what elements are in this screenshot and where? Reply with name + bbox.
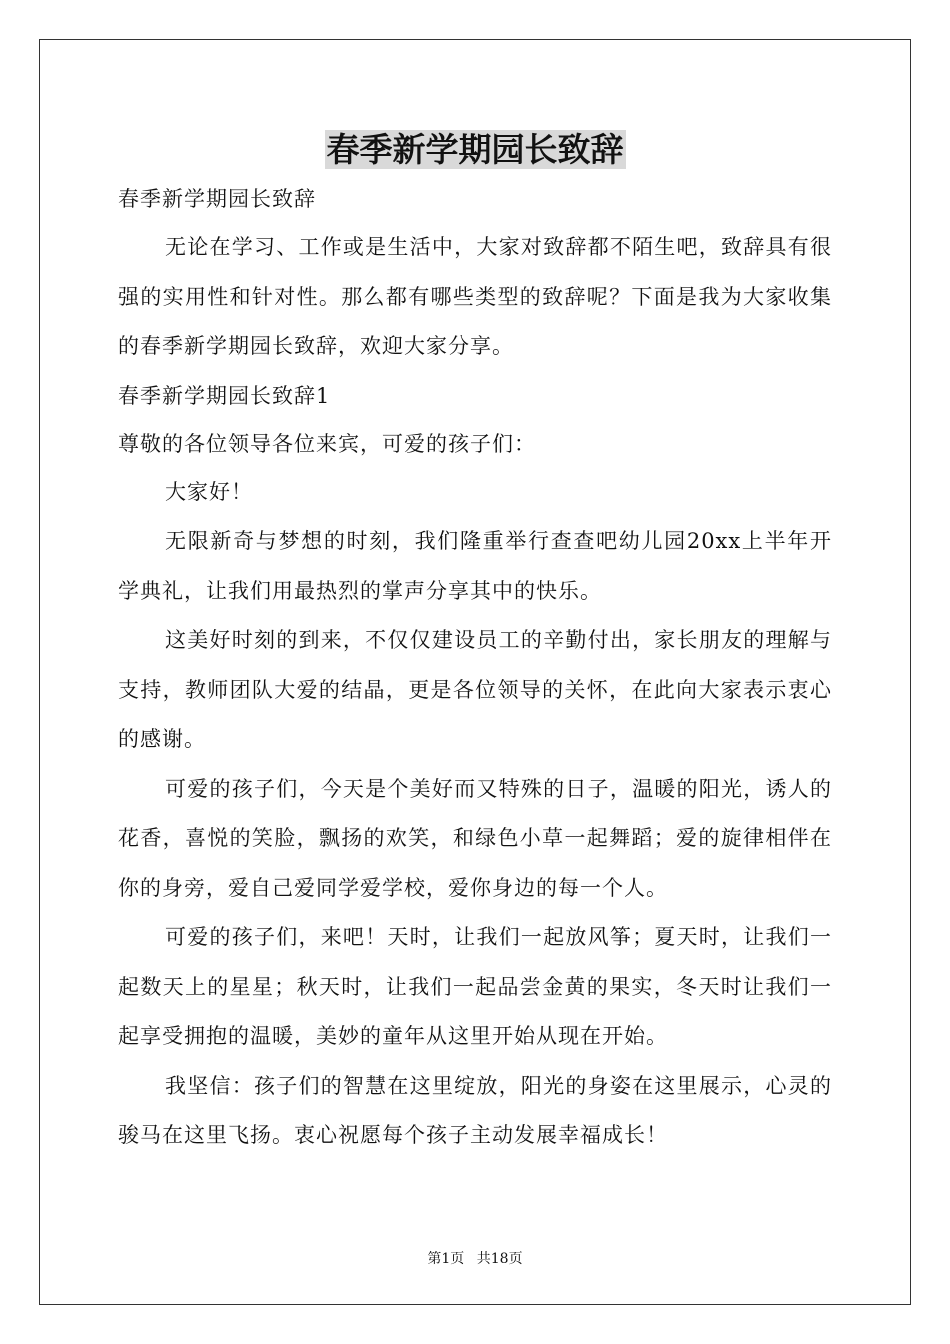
body-paragraph-4: 可爱的孩子们，来吧！天时，让我们一起放风筝；夏天时，让我们一起数天上的星星；秋天时，让我们一起品尝金黄的果实，冬天时让我们一起享受拥抱的温暖，美妙的童年从这里开始从现在开始。 xyxy=(118,925,832,1048)
intro-paragraph: 无论在学习、工作或是生活中，大家对致辞都不陌生吧，致辞具有很强的实用性和针对性。那么都有哪些类型的致辞呢？下面是我为大家收集的春季新学期园长致辞，欢迎大家分享。 xyxy=(118,235,832,358)
document-title xyxy=(118,128,832,172)
body-paragraph-5: 我坚信：孩子们的智慧在这里绽放，阳光的身姿在这里展示，心灵的骏马在这里飞扬。衷心祝愿每个孩子主动发展幸福成长！ xyxy=(118,1073,832,1147)
greeting: 大家好！ xyxy=(165,479,253,504)
page-number-current: 第1页 xyxy=(427,1251,465,1267)
section-heading: 春季新学期园长致辞1 xyxy=(118,383,331,408)
body-paragraph-3: 可爱的孩子们，今天是个美好而又特殊的日子，温暖的阳光，诱人的花香，喜悦的笑脸，飘扬的欢笑，和绿色小草一起舞蹈；爱的旋律相伴在你的身旁，爱自己爱同学爱学校，爱你身边的每一个人。 xyxy=(118,776,832,900)
page-number-total: 共18页 xyxy=(476,1251,523,1267)
page-footer xyxy=(0,1248,950,1268)
document-subtitle: 春季新学期园长致辞 xyxy=(118,187,316,211)
document-body xyxy=(118,175,832,1161)
document-title-text: 春季新学期园长致辞 xyxy=(326,130,624,169)
body-paragraph-2: 这美好时刻的到来，不仅仅建设员工的辛勤付出，家长朋友的理解与支持，教师团队大爱的结晶，更是各位领导的关怀，在此向大家表示衷心的感谢。 xyxy=(118,628,832,751)
salutation: 尊敬的各位领导各位来宾，可爱的孩子们： xyxy=(118,431,536,456)
body-paragraph-1: 无限新奇与梦想的时刻，我们隆重举行查查吧幼儿园20xx上半年开学典礼，让我们用最热烈的掌声分享其中的快乐。 xyxy=(118,529,832,603)
